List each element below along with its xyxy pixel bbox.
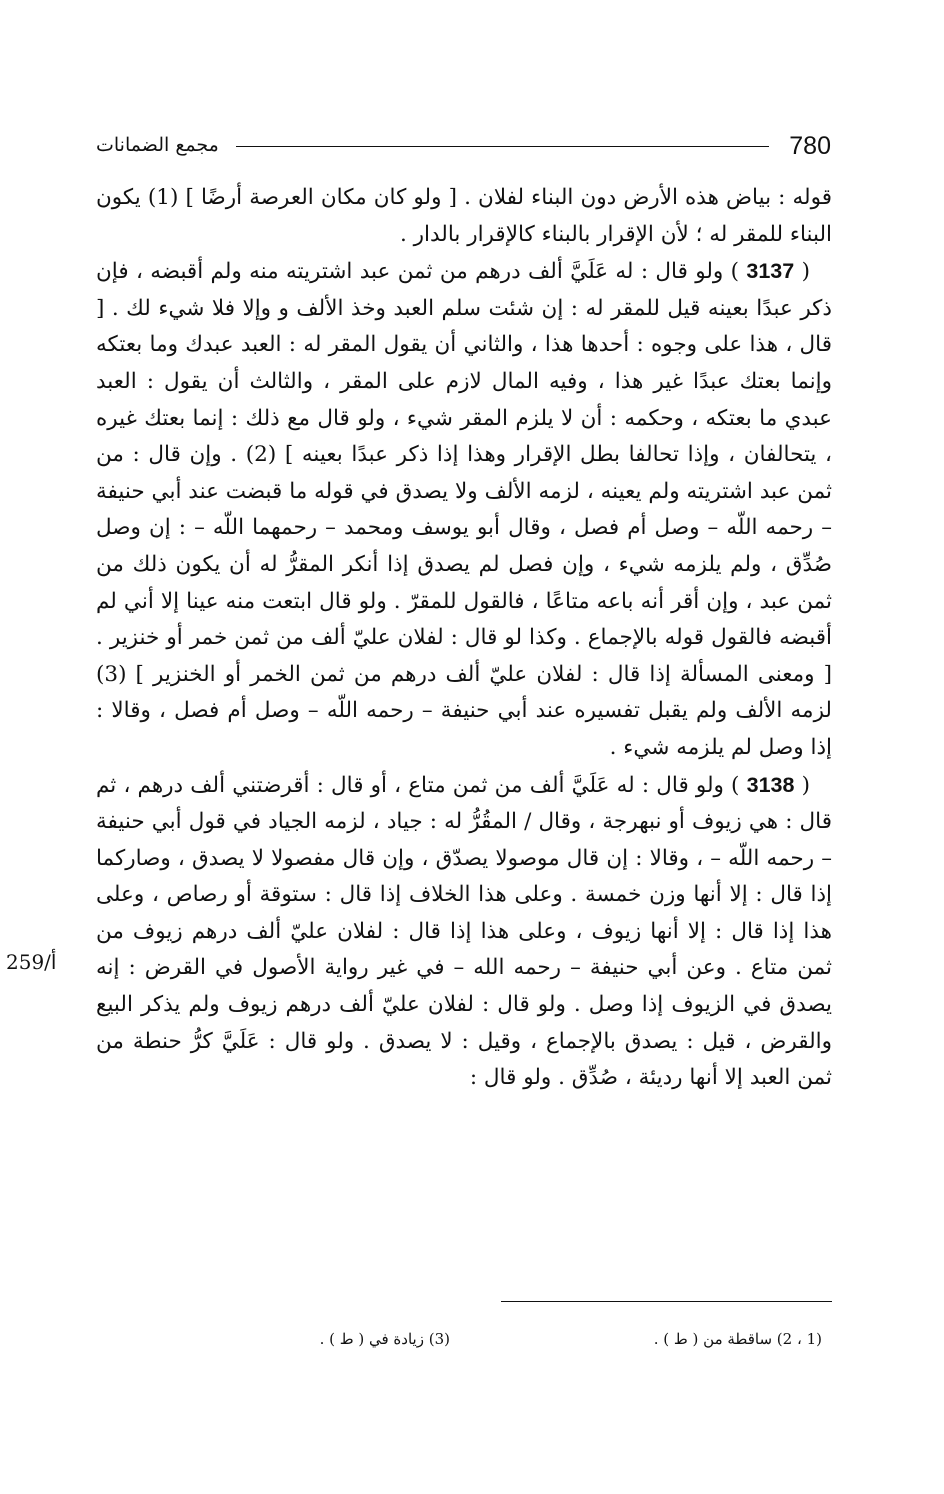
paragraph-3138: ( 3138 ) ولو قال : له عَلَيَّ ألف من ثمن متاع ، أو قال : أقرضتني ألف درهم ، ثم قال : هي زيوف أو نبهرجة ، وقال / المقُرُّ له : جياد ، لزمه الجياد في قول أبي حنيفة – رحمه اللّه – ، وقالا : إن قال موصولا يصدّق ، وإن قال مفصولا لا يصدق ، وصاركما إذا قال : إلا أنها وزن خمسة . وعلى هذا الخلاف إذا قال : ستوقة أو رصاص ، وعلى هذا إذا قال : إلا أنها زيوف ، وعلى هذا إذا قال : لفلان عليّ ألف درهم زيوف من ثمن متاع . وعن أبي حنيفة – رحمه الله – في غير رواية الأصول في القرض : إنه يصدق في الزيوف إذا وصل . ولو قال : لفلان عليّ ألف درهم زيوف ولم يذكر البيع والقرض ، قيل : يصدق بالإجماع ، وقيل : لا يصدق . ولو قال : عَلَيَّ كرُّ حنطة من ثمن العبد إلا أنها رديئة ، صُدِّق . ولو قال :	[96, 772, 832, 1091]
page-number: 780	[789, 132, 831, 160]
footnote: (1 ، 2) ساقطة من ( ط ) .	[653, 1330, 822, 1348]
entry-number: 3138	[746, 772, 795, 797]
book-title: مجمع الضمانات	[96, 134, 219, 156]
footnote-rule	[501, 1301, 832, 1302]
entry-number: 3137	[746, 259, 795, 284]
paragraph-text: ) ولو قال : له عَلَيَّ ألف درهم من ثمن عبد اشتريته منه ولم أقبضه ، فإن ذكر عبدًا بعينه قيل للمقر له : إن شئت سلم العبد وخذ الألف و وإلا فلا شيء لك . [ قال ، هذا على وجوه : أحدها هذا ، والثاني أن يقول المقر له : العبد عبدك وما بعتكه وإنما بعتك عبدًا غير هذا ، وفيه المال لازم على المقر ، والثالث أن يقول : العبد عبدي ما بعتكه ، وحكمه : أن لا يلزم المقر شيء ، ولو قال مع ذلك : إنما بعتك غيره ، يتحالفان ، وإذا تحالفا بطل الإقرار وهذا إذا ذكر عبدًا بعينه ] (2) . وإن قال : من ثمن عبد اشتريته ولم يعينه ، لزمه الألف ولا يصدق في قوله ما قبضت عند أبي حنيفة – رحمه اللّه – وصل أم فصل ، وقال أبو يوسف ومحمد – رحمهما اللّه – : إن وصل صُدِّق ، ولم يلزمه شيء ، وإن فصل لم يصدق إذا أنكر المقرُّ له أن يكون ذلك من ثمن عبد ، وإن أقر أنه باعه متاعًا ، فالقول للمقرّ . ولو قال ابتعت منه عينا إلا أني لم أقبضه فالقول قوله بالإجماع . وكذا لو قال : لفلان عليّ ألف من ثمن خمر أو خنزير . [ ومعنى المسألة إذا قال : لفلان عليّ ألف درهم من ثمن الخمر أو الخنزير ] (3) لزمه الألف ولم يقبل تفسيره عند أبي حنيفة – رحمه اللّه – وصل أم فصل ، وقالا : إذا وصل لم يلزمه شيء .	[96, 259, 832, 760]
body-text	[96, 180, 832, 1097]
footnote: (3) زيادة في ( ط ) .	[319, 1330, 450, 1348]
margin-note: 259/أ	[6, 950, 57, 974]
paragraph-text: ) ولو قال : له عَلَيَّ ألف من ثمن متاع ، أو قال : أقرضتني ألف درهم ، ثم قال : هي زيوف أو نبهرجة ، وقال / المقُرُّ له : جياد ، لزمه الجياد في قول أبي حنيفة – رحمه اللّه – ، وقالا : إن قال موصولا يصدّق ، وإن قال مفصولا لا يصدق ، وصاركما إذا قال : إلا أنها وزن خمسة . وعلى هذا الخلاف إذا قال : ستوقة أو رصاص ، وعلى هذا إذا قال : إلا أنها زيوف ، وعلى هذا إذا قال : لفلان عليّ ألف درهم زيوف من ثمن متاع . وعن أبي حنيفة – رحمه الله – في غير رواية الأصول في القرض : إنه يصدق في الزيوف إذا وصل . ولو قال : لفلان عليّ ألف درهم زيوف ولم يذكر البيع والقرض ، قيل : يصدق بالإجماع ، وقيل : لا يصدق . ولو قال : عَلَيَّ كرُّ حنطة من ثمن العبد إلا أنها رديئة ، صُدِّق . ولو قال :	[96, 772, 832, 1091]
header-rule	[236, 146, 769, 147]
page-header	[96, 132, 831, 162]
paragraph: قوله : بياض هذه الأرض دون البناء لفلان . [ ولو كان مكان العرصة أرضًا ] (1) يكون البناء للمقر له ؛ لأن الإقرار بالبناء كالإقرار بالدار .	[96, 185, 832, 247]
paragraph-3137: ( 3137 ) ولو قال : له عَلَيَّ ألف درهم من ثمن عبد اشتريته منه ولم أقبضه ، فإن ذكر عبدًا بعينه قيل للمقر له : إن شئت سلم العبد وخذ الألف و وإلا فلا شيء لك . [ قال ، هذا على وجوه : أحدها هذا ، والثاني أن يقول المقر له : العبد عبدك وما بعتكه وإنما بعتك عبدًا غير هذا ، وفيه المال لازم على المقر ، والثالث أن يقول : العبد عبدي ما بعتكه ، وحكمه : أن لا يلزم المقر شيء ، ولو قال مع ذلك : إنما بعتك غيره ، يتحالفان ، وإذا تحالفا بطل الإقرار وهذا إذا ذكر عبدًا بعينه ] (2) . وإن قال : من ثمن عبد اشتريته ولم يعينه ، لزمه الألف ولا يصدق في قوله ما قبضت عند أبي حنيفة – رحمه اللّه – وصل أم فصل ، وقال أبو يوسف ومحمد – رحمهما اللّه – : إن وصل صُدِّق ، ولم يلزمه شيء ، وإن فصل لم يصدق إذا أنكر المقرُّ له أن يكون ذلك من ثمن عبد ، وإن أقر أنه باعه متاعًا ، فالقول للمقرّ . ولو قال ابتعت منه عينا إلا أني لم أقبضه فالقول قوله بالإجماع . وكذا لو قال : لفلان عليّ ألف من ثمن خمر أو خنزير . [ ومعنى المسألة إذا قال : لفلان عليّ ألف درهم من ثمن الخمر أو الخنزير ] (3) لزمه الألف ولم يقبل تفسيره عند أبي حنيفة – رحمه اللّه – وصل أم فصل ، وقالا : إذا وصل لم يلزمه شيء .	[96, 259, 832, 760]
